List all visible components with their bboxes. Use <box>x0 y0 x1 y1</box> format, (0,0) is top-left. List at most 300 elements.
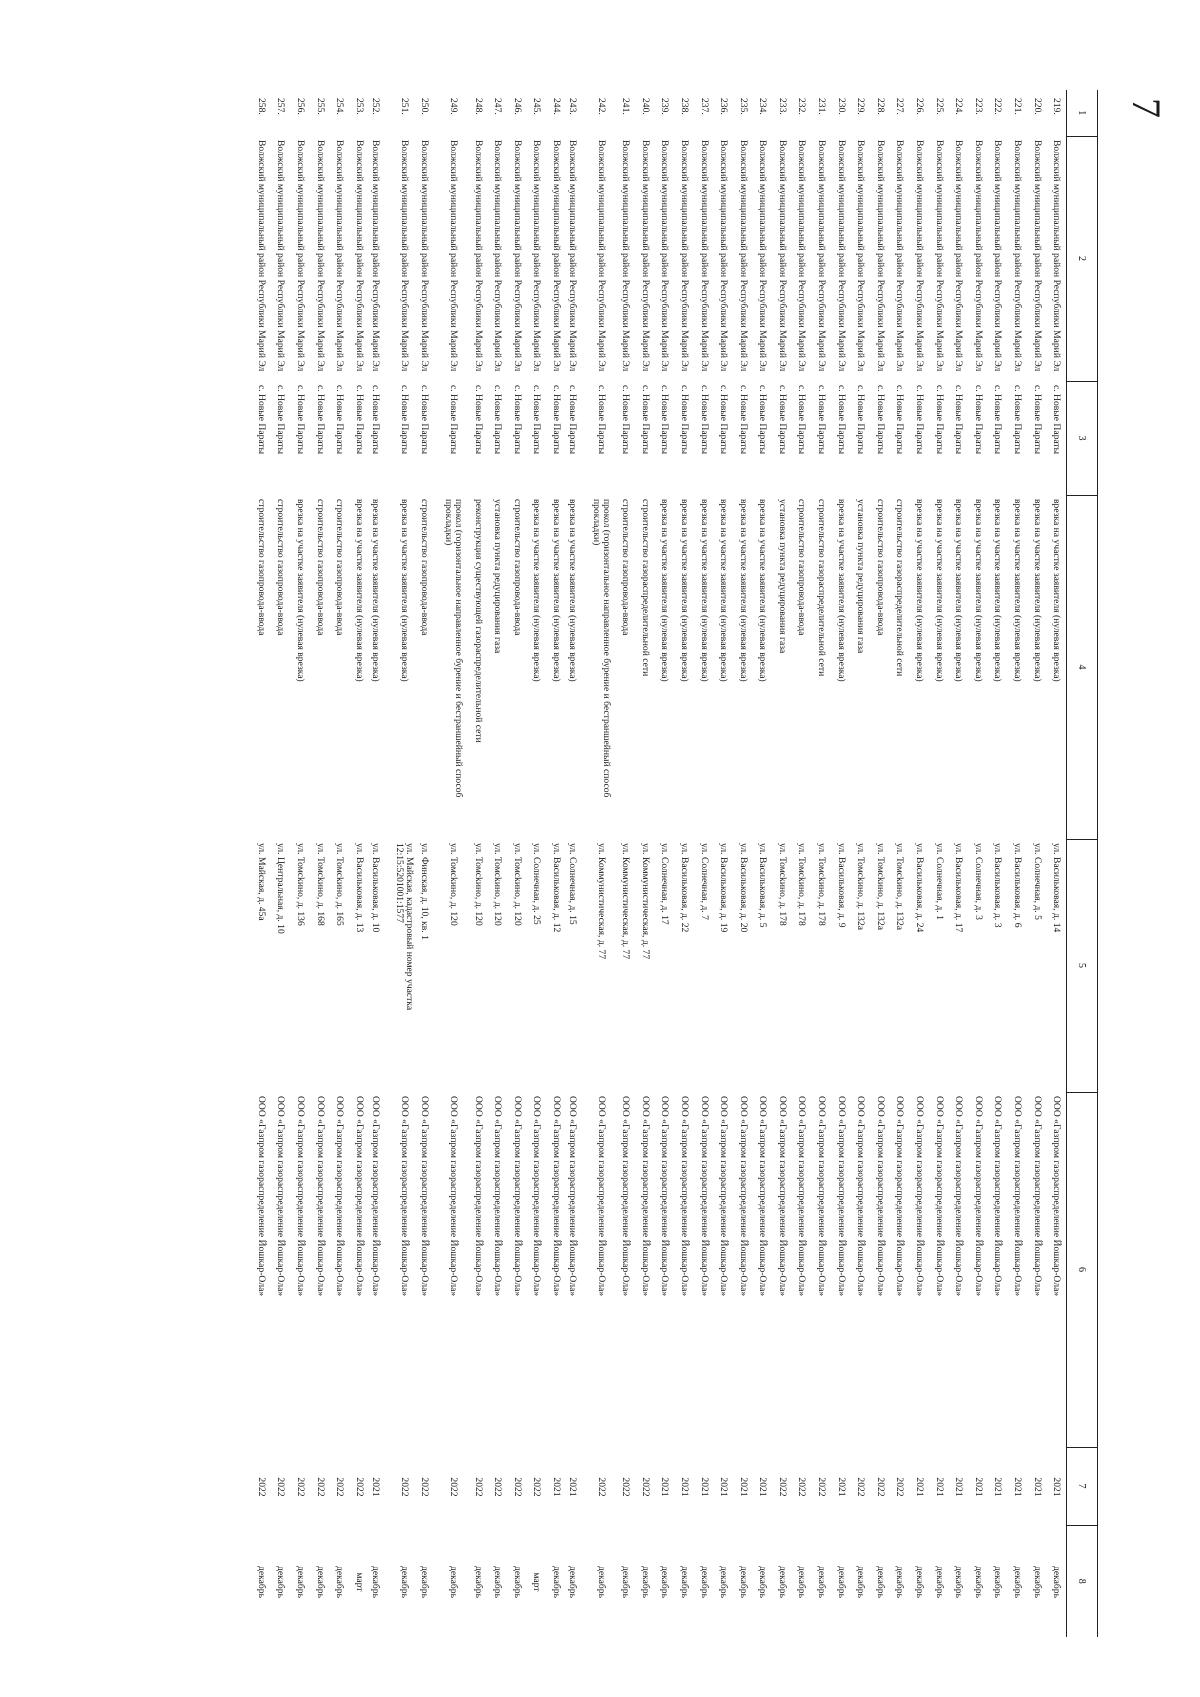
row-number-cell: 225. <box>933 98 945 115</box>
organization-cell: ООО «Газпром газораспределение Йошкар-Ола» <box>718 1096 730 1297</box>
settlement-cell: с. Новые Параты <box>275 385 287 455</box>
district-cell: Волжский муниципальный район Республики Марий Эл <box>659 140 671 372</box>
organization-cell: ООО «Газпром газораспределение Йошкар-Ола» <box>776 1096 788 1297</box>
year-cell: 2022 <box>874 1477 886 1497</box>
organization-cell: ООО «Газпром газораспределение Йошкар-Ола» <box>659 1096 671 1297</box>
table-row <box>694 90 714 1637</box>
address-cell: ул. Томсkино, д. 165 <box>334 843 346 926</box>
address-cell: ул. Васильковая, д. 6 <box>1012 843 1024 928</box>
work-type-cell: строительство газопровода-ввода <box>275 499 287 636</box>
work-type-cell: установка пункта редуцирования газа <box>776 499 788 654</box>
month-cell: декабрь <box>550 1566 562 1598</box>
work-type-cell: врезка на участке заявителя (нулевая врезка) <box>567 499 579 682</box>
row-number-cell: 227. <box>894 98 906 115</box>
column-header: 2 <box>1067 136 1098 381</box>
year-cell: 2021 <box>369 1477 381 1497</box>
table-row <box>635 90 655 1637</box>
settlement-cell: с. Новые Параты <box>757 385 769 455</box>
table-row <box>271 90 291 1637</box>
address-cell: ул. Васильковая, д. 24 <box>914 843 926 933</box>
organization-cell: ООО «Газпром газораспределение Йошкар-Ола» <box>816 1096 828 1297</box>
work-type-cell: строительство газораспределительной сети <box>639 499 651 677</box>
month-cell: декабрь <box>448 1566 460 1598</box>
district-cell: Волжский муниципальный район Республики Марий Эл <box>894 140 906 372</box>
organization-cell: ООО «Газпром газораспределение Йошкар-Ола» <box>314 1096 326 1297</box>
settlement-cell: с. Новые Параты <box>334 385 346 455</box>
work-type-cell: строительство газопровода-ввода <box>796 499 808 636</box>
month-cell: декабрь <box>334 1566 346 1598</box>
row-number-cell: 249. <box>448 98 460 115</box>
table-row <box>1027 90 1047 1637</box>
address-cell: ул. Майская, д. 45а <box>255 843 267 921</box>
row-number-cell: 258. <box>255 98 267 115</box>
settlement-cell: с. Новые Параты <box>835 385 847 455</box>
work-type-cell: врезка на участке заявителя (нулевая врезка) <box>757 499 769 682</box>
settlement-cell: с. Новые Параты <box>816 385 828 455</box>
address-cell: ул. Финская, д. 10, кв. 1 <box>419 843 431 940</box>
district-cell: Волжский муниципальный район Республики Марий Эл <box>255 140 267 372</box>
table-row <box>812 90 832 1637</box>
work-type-cell: врезка на участке заявителя (нулевая врезка) <box>1031 499 1043 682</box>
page-number: 7 <box>1124 98 1169 118</box>
settlement-cell: с. Новые Параты <box>369 385 381 455</box>
year-cell: 2021 <box>678 1477 690 1497</box>
month-cell: декабрь <box>1050 1566 1062 1598</box>
address-cell: ул. Солнечная, д. 15 <box>567 843 579 925</box>
settlement-cell: с. Новые Параты <box>1031 385 1043 455</box>
column-header: 6 <box>1067 1092 1098 1447</box>
work-type-cell: врезка на участке заявителя (нулевая врезка) <box>1050 499 1062 682</box>
work-type-cell: реконструкция существующей газораспределительной сети <box>472 499 484 743</box>
rotated-table-container <box>186 90 1098 1637</box>
year-cell: 2022 <box>894 1477 906 1497</box>
row-number-cell: 236. <box>718 98 730 115</box>
table-body <box>252 90 1067 1637</box>
settlement-cell: с. Новые Параты <box>639 385 651 455</box>
settlement-cell: с. Новые Параты <box>595 385 607 455</box>
year-cell: 2021 <box>757 1477 769 1497</box>
year-cell: 2022 <box>816 1477 828 1497</box>
column-header: 5 <box>1067 839 1098 1092</box>
table-row <box>988 90 1008 1637</box>
district-cell: Волжский муниципальный район Республики Марий Эл <box>448 140 460 372</box>
year-cell: 2022 <box>776 1477 788 1497</box>
district-cell: Волжский муниципальный район Республики Марий Эл <box>1050 140 1062 372</box>
organization-cell: ООО «Газпром газораспределение Йошкар-Ола» <box>1050 1096 1062 1297</box>
address-cell: ул. Васильковая, д. 19 <box>718 843 730 933</box>
address-cell: ул. Васильковая, д. 9 <box>835 843 847 928</box>
row-number-cell: 242. <box>595 98 607 115</box>
row-number-cell: 238. <box>678 98 690 115</box>
settlement-cell: с. Новые Параты <box>953 385 965 455</box>
month-cell: декабрь <box>855 1566 867 1598</box>
month-cell: декабрь <box>314 1566 326 1598</box>
row-number-cell: 234. <box>757 98 769 115</box>
month-cell: декабрь <box>567 1566 579 1598</box>
organization-cell: ООО «Газпром газораспределение Йошкар-Ола» <box>953 1096 965 1297</box>
settlement-cell: с. Новые Параты <box>855 385 867 455</box>
year-cell: 2021 <box>972 1477 984 1497</box>
district-cell: Волжский муниципальный район Республики Марий Эл <box>511 140 523 372</box>
row-number-cell: 224. <box>953 98 965 115</box>
row-number-cell: 257. <box>275 98 287 115</box>
row-number-cell: 222. <box>992 98 1004 115</box>
row-number-cell: 232. <box>796 98 808 115</box>
settlement-cell: с. Новые Параты <box>737 385 749 455</box>
month-cell: декабрь <box>678 1566 690 1598</box>
district-cell: Волжский муниципальный район Республики Марий Эл <box>776 140 788 372</box>
row-number-cell: 248. <box>472 98 484 115</box>
address-cell: ул. Томсkино, д. 178 <box>776 843 788 926</box>
month-cell: декабрь <box>835 1566 847 1598</box>
year-cell: 2022 <box>255 1477 267 1497</box>
work-type-cell: врезка на участке заявителя (нулевая врезка) <box>933 499 945 682</box>
district-cell: Волжский муниципальный район Республики Марий Эл <box>953 140 965 372</box>
row-number-cell: 219. <box>1050 98 1062 115</box>
organization-cell: ООО «Газпром газораспределение Йошкар-Ола» <box>567 1096 579 1297</box>
table-row <box>507 90 527 1637</box>
district-cell: Волжский муниципальный район Республики Марий Эл <box>595 140 607 372</box>
month-cell: декабрь <box>992 1566 1004 1598</box>
work-type-cell: врезка на участке заявителя (нулевая врезка) <box>398 499 410 682</box>
district-cell: Волжский муниципальный район Республики Марий Эл <box>353 140 365 372</box>
work-type-cell: врезка на участке заявителя (нулевая врезка) <box>353 499 365 682</box>
work-type-cell: установка пункта редуцирования газа <box>492 499 504 654</box>
row-number-cell: 244. <box>550 98 562 115</box>
row-number-cell: 241. <box>620 98 632 115</box>
district-cell: Волжский муниципальный район Республики Марий Эл <box>369 140 381 372</box>
settlement-cell: с. Новые Параты <box>314 385 326 455</box>
settlement-cell: с. Новые Параты <box>874 385 886 455</box>
work-type-cell: строительство газопровода-ввода <box>419 499 431 636</box>
settlement-cell: с. Новые Параты <box>531 385 543 455</box>
row-number-cell: 239. <box>659 98 671 115</box>
address-cell: ул. Майская, кадастровый номер участка 12:15:5201001:1577 <box>393 843 415 1011</box>
column-header: 1 <box>1067 90 1098 136</box>
table-row <box>419 90 439 1637</box>
settlement-cell: с. Новые Параты <box>620 385 632 455</box>
organization-cell: ООО «Газпром газораспределение Йошкар-Ола» <box>1031 1096 1043 1297</box>
address-cell: ул. Солнечная, д. 17 <box>659 843 671 925</box>
settlement-cell: с. Новые Параты <box>894 385 906 455</box>
month-cell: декабрь <box>398 1566 410 1598</box>
address-cell: ул. Томсkино, д. 120 <box>448 843 460 926</box>
table-row <box>291 90 311 1637</box>
district-cell: Волжский муниципальный район Республики Марий Эл <box>718 140 730 372</box>
settlement-cell: с. Новые Параты <box>550 385 562 455</box>
column-header: 7 <box>1067 1447 1098 1525</box>
district-cell: Волжский муниципальный район Республики Марий Эл <box>334 140 346 372</box>
row-number-cell: 246. <box>511 98 523 115</box>
table-row <box>566 90 586 1637</box>
table-row <box>350 90 370 1637</box>
address-cell: ул. Солнечная, д. 5 <box>1031 843 1043 920</box>
organization-cell: ООО «Газпром газораспределение Йошкар-Ола» <box>492 1096 504 1297</box>
settlement-cell: с. Новые Параты <box>472 385 484 455</box>
settlement-cell: с. Новые Параты <box>419 385 431 455</box>
table-row <box>910 90 930 1637</box>
organization-cell: ООО «Газпром газораспределение Йошкар-Ола» <box>255 1096 267 1297</box>
organization-cell: ООО «Газпром газораспределение Йошкар-Ола» <box>972 1096 984 1297</box>
address-cell: ул. Томсkино, д. 132а <box>894 843 906 931</box>
organization-cell: ООО «Газпром газораспределение Йошкар-Ола» <box>295 1096 307 1297</box>
header-row <box>1067 90 1098 1637</box>
year-cell: 2022 <box>334 1477 346 1497</box>
month-cell: декабрь <box>816 1566 828 1598</box>
row-number-cell: 228. <box>874 98 886 115</box>
district-cell: Волжский муниципальный район Республики Марий Эл <box>1012 140 1024 372</box>
month-cell: декабрь <box>295 1566 307 1598</box>
table-row <box>714 90 734 1637</box>
work-type-cell: строительство газопровода-ввода <box>334 499 346 636</box>
table-row <box>773 90 793 1637</box>
row-number-cell: 220. <box>1031 98 1043 115</box>
address-cell: ул. Томсkино, д. 136 <box>295 843 307 926</box>
settlement-cell: с. Новые Параты <box>933 385 945 455</box>
district-cell: Волжский муниципальный район Республики Марий Эл <box>698 140 710 372</box>
work-type-cell: строительство газопровода-ввода <box>511 499 523 636</box>
organization-cell: ООО «Газпром газораспределение Йошкар-Ола» <box>334 1096 346 1297</box>
month-cell: декабрь <box>796 1566 808 1598</box>
row-number-cell: 254. <box>334 98 346 115</box>
district-cell: Волжский муниципальный район Республики Марий Эл <box>816 140 828 372</box>
row-number-cell: 231. <box>816 98 828 115</box>
settlement-cell: с. Новые Параты <box>678 385 690 455</box>
table-row <box>929 90 949 1637</box>
district-cell: Волжский муниципальный район Республики Марий Эл <box>796 140 808 372</box>
settlement-cell: с. Новые Параты <box>398 385 410 455</box>
address-cell: ул. Солнечная, д. 25 <box>531 843 543 925</box>
row-number-cell: 251. <box>398 98 410 115</box>
district-cell: Волжский муниципальный район Республики Марий Эл <box>1031 140 1043 372</box>
address-cell: ул. Васильковая, д. 17 <box>953 843 965 933</box>
row-number-cell: 237. <box>698 98 710 115</box>
row-number-cell: 253. <box>353 98 365 115</box>
settlement-cell: с. Новые Параты <box>914 385 926 455</box>
settlement-cell: с. Новые Параты <box>776 385 788 455</box>
year-cell: 2022 <box>398 1477 410 1497</box>
table-row <box>468 90 488 1637</box>
work-type-cell: прокол (горизонтальное направленное бурение и бестраншейный способ прокладки) <box>443 499 465 798</box>
organization-cell: ООО «Газпром газораспределение Йошкар-Ола» <box>914 1096 926 1297</box>
address-cell: ул. Васильковая, д. 5 <box>757 843 769 928</box>
year-cell: 2021 <box>953 1477 965 1497</box>
organization-cell: ООО «Газпром газораспределение Йошкар-Ола» <box>698 1096 710 1297</box>
table-row <box>733 90 753 1637</box>
table-row <box>527 90 547 1637</box>
organization-cell: ООО «Газпром газораспределение Йошкар-Ола» <box>757 1096 769 1297</box>
work-type-cell: врезка на участке заявителя (нулевая врезка) <box>295 499 307 682</box>
year-cell: 2022 <box>511 1477 523 1497</box>
row-number-cell: 223. <box>972 98 984 115</box>
year-cell: 2022 <box>275 1477 287 1497</box>
district-cell: Волжский муниципальный район Республики Марий Эл <box>492 140 504 372</box>
row-number-cell: 245. <box>531 98 543 115</box>
month-cell: декабрь <box>914 1566 926 1598</box>
month-cell: декабрь <box>874 1566 886 1598</box>
organization-cell: ООО «Газпром газораспределение Йошкар-Ола» <box>855 1096 867 1297</box>
year-cell: 2021 <box>1012 1477 1024 1497</box>
month-cell: декабрь <box>776 1566 788 1598</box>
address-cell: ул. Солнечная, д. 7 <box>698 843 710 920</box>
district-cell: Волжский муниципальный район Республики Марий Эл <box>972 140 984 372</box>
table-row <box>438 90 468 1637</box>
district-cell: Волжский муниципальный район Республики Марий Эл <box>835 140 847 372</box>
work-type-cell: врезка на участке заявителя (нулевая врезка) <box>369 499 381 682</box>
settlement-cell: с. Новые Параты <box>972 385 984 455</box>
work-type-cell: врезка на участке заявителя (нулевая врезка) <box>972 499 984 682</box>
settlement-cell: с. Новые Параты <box>1050 385 1062 455</box>
district-cell: Волжский муниципальный район Республики Марий Эл <box>275 140 287 372</box>
organization-cell: ООО «Газпром газораспределение Йошкар-Ола» <box>550 1096 562 1297</box>
table-row <box>310 90 330 1637</box>
settlement-cell: с. Новые Параты <box>659 385 671 455</box>
district-cell: Волжский муниципальный район Республики Марий Эл <box>567 140 579 372</box>
settlement-cell: с. Новые Параты <box>698 385 710 455</box>
year-cell: 2022 <box>531 1477 543 1497</box>
address-cell: ул. Васильковая, д. 13 <box>353 843 365 933</box>
organization-cell: ООО «Газпром газораспределение Йошкар-Ола» <box>511 1096 523 1297</box>
table-row <box>586 90 616 1637</box>
district-cell: Волжский муниципальный район Республики Марий Эл <box>419 140 431 372</box>
year-cell: 2021 <box>1031 1477 1043 1497</box>
row-number-cell: 255. <box>314 98 326 115</box>
year-cell: 2022 <box>796 1477 808 1497</box>
year-cell: 2021 <box>659 1477 671 1497</box>
address-cell: ул. Васильковая, д. 20 <box>737 843 749 933</box>
table-row <box>369 90 389 1637</box>
settlement-cell: с. Новые Параты <box>567 385 579 455</box>
organization-cell: ООО «Газпром газораспределение Йошкар-Ола» <box>472 1096 484 1297</box>
year-cell: 2021 <box>737 1477 749 1497</box>
works-table <box>252 90 1098 1637</box>
district-cell: Волжский муниципальный район Республики Марий Эл <box>550 140 562 372</box>
settlement-cell: с. Новые Параты <box>1012 385 1024 455</box>
year-cell: 2022 <box>492 1477 504 1497</box>
address-cell: ул. Томсkино, д. 132а <box>874 843 886 931</box>
organization-cell: ООО «Газпром газораспределение Йошкар-Ола» <box>796 1096 808 1297</box>
work-type-cell: врезка на участке заявителя (нулевая врезка) <box>737 499 749 682</box>
work-type-cell: врезка на участке заявителя (нулевая врезка) <box>531 499 543 682</box>
settlement-cell: с. Новые Параты <box>718 385 730 455</box>
address-cell: ул. Солнечная, д. 3 <box>972 843 984 920</box>
month-cell: декабрь <box>639 1566 651 1598</box>
year-cell: 2021 <box>835 1477 847 1497</box>
district-cell: Волжский муниципальный район Республики Марий Эл <box>398 140 410 372</box>
organization-cell: ООО «Газпром газораспределение Йошкар-Ола» <box>369 1096 381 1297</box>
work-type-cell: строительство газопровода-ввода <box>314 499 326 636</box>
settlement-cell: с. Новые Параты <box>448 385 460 455</box>
address-cell: ул. Васильковая, д. 3 <box>992 843 1004 928</box>
month-cell: декабрь <box>595 1566 607 1598</box>
organization-cell: ООО «Газпром газораспределение Йошкар-Ола» <box>894 1096 906 1297</box>
address-cell: ул. Томсkино, д. 120 <box>492 843 504 926</box>
district-cell: Волжский муниципальный район Республики Марий Эл <box>678 140 690 372</box>
table-row <box>1047 90 1067 1637</box>
row-number-cell: 235. <box>737 98 749 115</box>
year-cell: 2022 <box>620 1477 632 1497</box>
work-type-cell: врезка на участке заявителя (нулевая врезка) <box>953 499 965 682</box>
row-number-cell: 250. <box>419 98 431 115</box>
year-cell: 2021 <box>933 1477 945 1497</box>
year-cell: 2022 <box>855 1477 867 1497</box>
address-cell: ул. Васильковая, д. 12 <box>550 843 562 933</box>
month-cell: декабрь <box>698 1566 710 1598</box>
address-cell: ул. Васильковая, д. 22 <box>678 843 690 933</box>
district-cell: Волжский муниципальный район Республики Марий Эл <box>855 140 867 372</box>
month-cell: декабрь <box>659 1566 671 1598</box>
year-cell: 2021 <box>550 1477 562 1497</box>
work-type-cell: врезка на участке заявителя (нулевая врезка) <box>659 499 671 682</box>
work-type-cell: врезка на участке заявителя (нулевая врезка) <box>835 499 847 682</box>
address-cell: ул. Томсkино, д. 132а <box>855 843 867 931</box>
address-cell: ул. Томсkино, д. 178 <box>796 843 808 926</box>
organization-cell: ООО «Газпром газораспределение Йошкар-Ола» <box>398 1096 410 1297</box>
table-row <box>949 90 969 1637</box>
column-header: 8 <box>1067 1525 1098 1637</box>
year-cell: 2021 <box>992 1477 1004 1497</box>
settlement-cell: с. Новые Параты <box>255 385 267 455</box>
row-number-cell: 243. <box>567 98 579 115</box>
month-cell: декабрь <box>275 1566 287 1598</box>
district-cell: Волжский муниципальный район Республики Марий Эл <box>295 140 307 372</box>
year-cell: 2021 <box>1050 1477 1062 1497</box>
work-type-cell: строительство газопровода-ввода <box>620 499 632 636</box>
district-cell: Волжский муниципальный район Республики Марий Эл <box>620 140 632 372</box>
settlement-cell: с. Новые Параты <box>492 385 504 455</box>
district-cell: Волжский муниципальный район Республики Марий Эл <box>992 140 1004 372</box>
organization-cell: ООО «Газпром газораспределение Йошкар-Ола» <box>874 1096 886 1297</box>
table-row <box>675 90 695 1637</box>
organization-cell: ООО «Газпром газораспределение Йошкар-Ола» <box>992 1096 1004 1297</box>
month-cell: декабрь <box>472 1566 484 1598</box>
settlement-cell: с. Новые Параты <box>295 385 307 455</box>
work-type-cell: прокол (горизонтальное направленное бурение и бестраншейный способ прокладки) <box>590 499 612 798</box>
work-type-cell: врезка на участке заявителя (нулевая врезка) <box>914 499 926 682</box>
work-type-cell: установка пункта редуцирования газа <box>855 499 867 654</box>
month-cell: декабрь <box>972 1566 984 1598</box>
row-number-cell: 230. <box>835 98 847 115</box>
table-row <box>831 90 851 1637</box>
work-type-cell: врезка на участке заявителя (нулевая врезка) <box>1012 499 1024 682</box>
work-type-cell: врезка на участке заявителя (нулевая врезка) <box>718 499 730 682</box>
organization-cell: ООО «Газпром газораспределение Йошкар-Ола» <box>1012 1096 1024 1297</box>
month-cell: декабрь <box>369 1566 381 1598</box>
work-type-cell: врезка на участке заявителя (нулевая врезка) <box>698 499 710 682</box>
organization-cell: ООО «Газпром газораспределение Йошкар-Ола» <box>835 1096 847 1297</box>
month-cell: декабрь <box>419 1566 431 1598</box>
settlement-cell: с. Новые Параты <box>353 385 365 455</box>
month-cell: декабрь <box>933 1566 945 1598</box>
work-type-cell: врезка на участке заявителя (нулевая врезка) <box>678 499 690 682</box>
month-cell: декабрь <box>953 1566 965 1598</box>
organization-cell: ООО «Газпром газораспределение Йошкар-Ола» <box>275 1096 287 1297</box>
settlement-cell: с. Новые Параты <box>992 385 1004 455</box>
district-cell: Волжский муниципальный район Республики Марий Эл <box>314 140 326 372</box>
table-row <box>252 90 272 1637</box>
month-cell: декабрь <box>255 1566 267 1598</box>
table-row <box>890 90 910 1637</box>
month-cell: декабрь <box>1012 1566 1024 1598</box>
month-cell: март <box>531 1572 543 1592</box>
table-row <box>389 90 419 1637</box>
row-number-cell: 252. <box>369 98 381 115</box>
address-cell: ул. Коммунистическая, д. 77 <box>639 843 651 960</box>
address-cell: ул. Центральная, д. 10 <box>275 843 287 934</box>
year-cell: 2022 <box>295 1477 307 1497</box>
year-cell: 2022 <box>448 1477 460 1497</box>
organization-cell: ООО «Газпром газораспределение Йошкар-Ола» <box>448 1096 460 1297</box>
